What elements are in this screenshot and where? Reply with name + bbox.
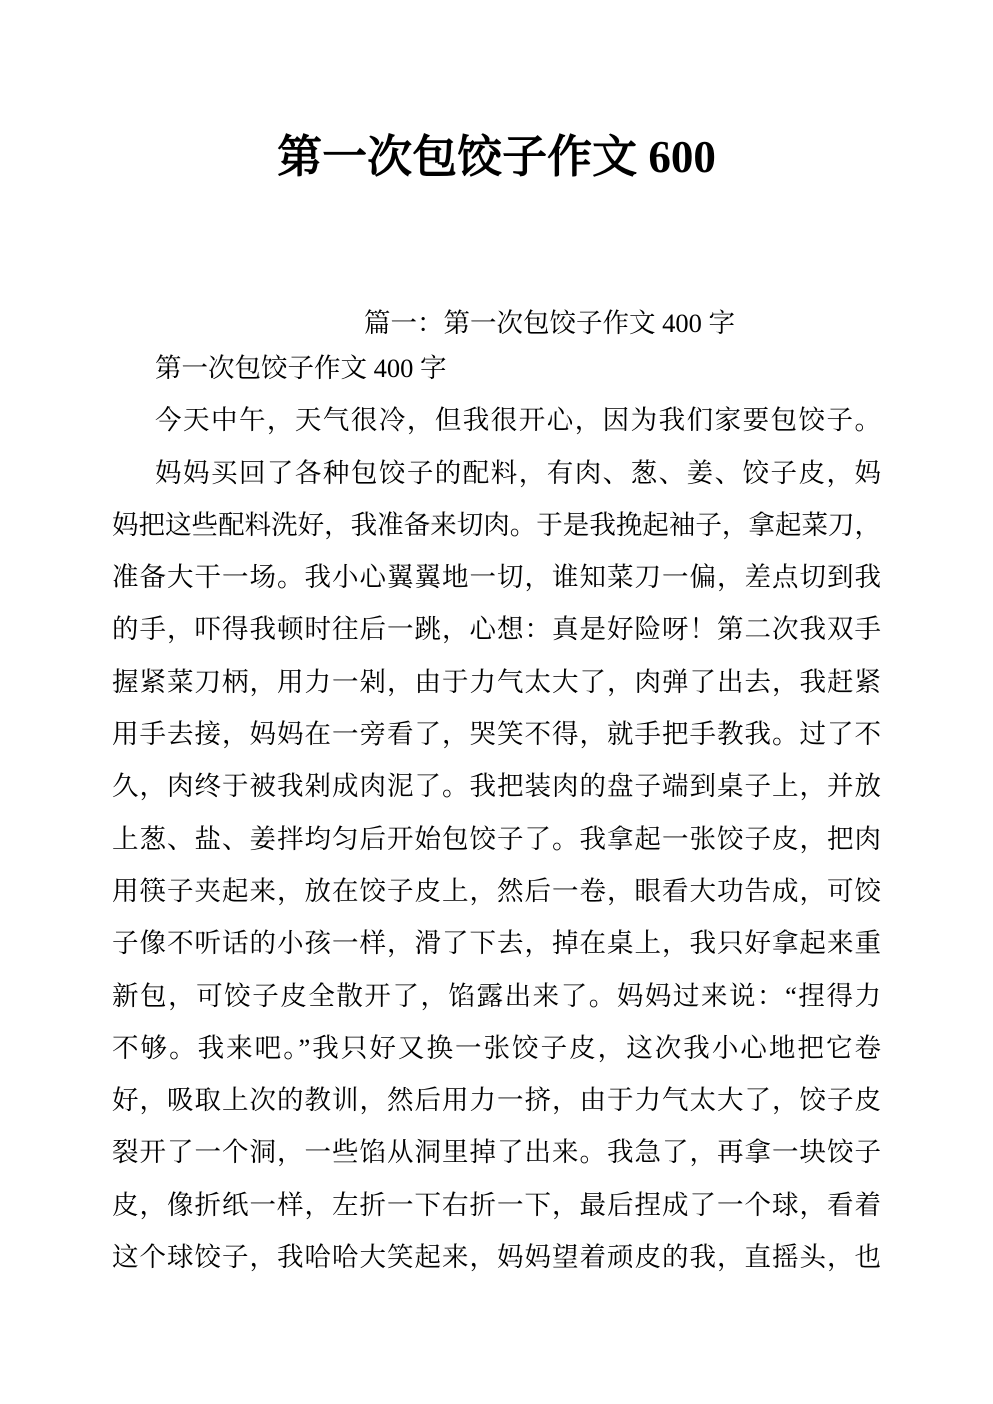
- text-line: 裂开了一个洞，一些馅从洞里掉了出来。我急了，再拿一块饺子: [112, 1137, 881, 1168]
- text-line: 子像不听话的小孩一样，滑了下去，掉在桌上，我只好拿起来重: [112, 928, 881, 959]
- text-line: 今天中午，天气很冷，但我很开心，因为我们家要包饺子。: [155, 405, 881, 436]
- section-heading: 篇一：第一次包饺子作文 400 字: [364, 308, 735, 338]
- text-line: 不够。我来吧。”我只好又换一张饺子皮，这次我小心地把它卷: [112, 1032, 881, 1063]
- text-line: 上葱、盐、姜拌均匀后开始包饺子了。我拿起一张饺子皮，把肉: [112, 823, 881, 854]
- text-line: 用手去接，妈妈在一旁看了，哭笑不得，就手把手教我。过了不: [112, 719, 881, 750]
- text-line: 新包，可饺子皮全散开了，馅露出来了。妈妈过来说：“捏得力: [112, 980, 881, 1011]
- paragraph: [112, 342, 881, 394]
- text-line: 妈妈买回了各种包饺子的配料，有肉、葱、姜、饺子皮，妈: [155, 457, 881, 488]
- text-line: 准备大干一场。我小心翼翼地一切，谁知菜刀一偏，差点切到我: [112, 562, 881, 593]
- paragraph: [112, 394, 881, 446]
- text-line: 的手，吓得我顿时往后一跳，心想：真是好险呀！第二次我双手: [112, 614, 881, 645]
- text-line: 妈把这些配料洗好，我准备来切肉。于是我挽起袖子，拿起菜刀，: [112, 509, 881, 540]
- paragraph: [112, 447, 881, 1284]
- text-line: 好，吸取上次的教训，然后用力一挤，由于力气太大了，饺子皮: [112, 1085, 881, 1116]
- text-line: 这个球饺子，我哈哈大笑起来，妈妈望着顽皮的我，直摇头，也: [112, 1242, 881, 1273]
- text-line: 用筷子夹起来，放在饺子皮上，然后一卷，眼看大功告成，可饺: [112, 875, 881, 906]
- text-line: 握紧菜刀柄，用力一剁，由于力气太大了，肉弹了出去，我赶紧: [112, 666, 881, 697]
- document-title: 第一次包饺子作文 600: [277, 132, 716, 182]
- document-body: [112, 342, 881, 1283]
- text-line: 第一次包饺子作文 400 字: [155, 353, 447, 383]
- text-line: 皮，像折纸一样，左折一下右折一下，最后捏成了一个球，看着: [112, 1189, 881, 1220]
- text-line: 久，肉终于被我剁成肉泥了。我把装肉的盘子端到桌子上，并放: [112, 771, 881, 802]
